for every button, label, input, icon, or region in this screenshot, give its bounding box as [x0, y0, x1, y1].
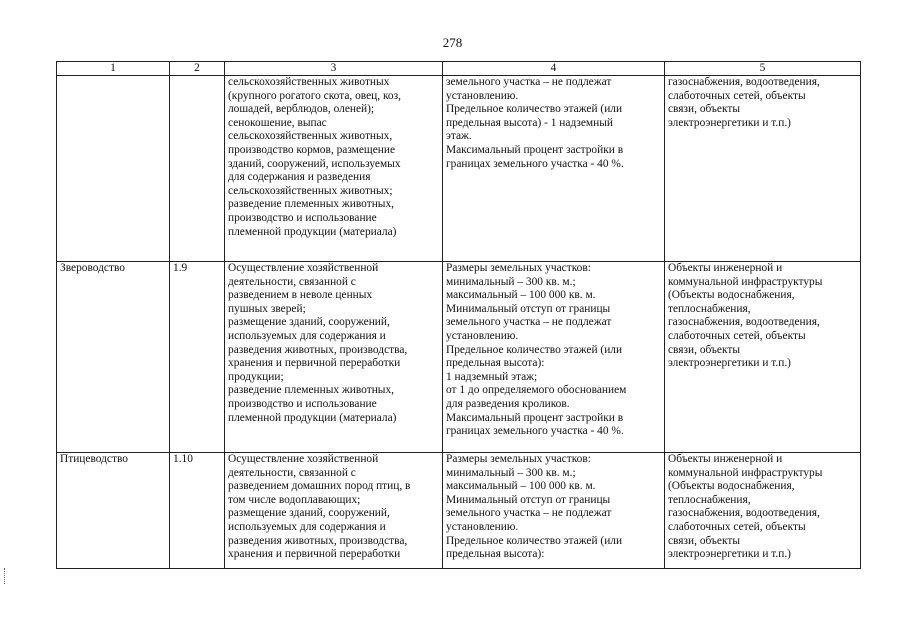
parameters-cell: Размеры земельных участков: минимальный – 300 кв. м.; максимальный – 100 000 кв. м. Минимальный отступ от границы земельного участка – не подлежат установлению. Предельное количество этажей (или предельная высота):: [443, 453, 665, 569]
use-code-cell: 1.10: [170, 453, 225, 569]
use-code-cell: [170, 76, 225, 262]
column-number-row: [57, 62, 861, 76]
column-number-header: 3: [225, 62, 443, 76]
column-number-header: 5: [665, 62, 861, 76]
scan-margin-mark: [4, 568, 7, 584]
parameters-cell: земельного участка – не подлежат установлению. Предельное количество этажей (или предельная высота) - 1 надземный этаж. Максимальный процент застройки в границах земельного участка - 40 %.: [443, 76, 665, 262]
parameters-cell: Размеры земельных участков: минимальный – 300 кв. м.; максимальный – 100 000 кв. м. Минимальный отступ от границы земельного участка – не подлежат установлению. Предельное количество этажей (или предельная высота): 1 надземный этаж; от 1 до определяемого обоснованием для разведения кроликов. Максимальный процент застройки в границах земельного участка - 40 %.: [443, 262, 665, 453]
column-number-header: 2: [170, 62, 225, 76]
use-code-cell: 1.9: [170, 262, 225, 453]
use-name-cell: [57, 76, 170, 262]
restrictions-cell: Объекты инженерной и коммунальной инфраструктуры (Объекты водоснабжения, теплоснабжения, газоснабжения, водоотведения, слаботочных сетей, объекты связи, объекты электроэнергетики и т.п.): [665, 262, 861, 453]
use-description-cell: сельскохозяйственных животных (крупного рогатого скота, овец, коз, лошадей, верблюдов, оленей); сенокошение, выпас сельскохозяйственных животных, производство кормов, размещение зданий, сооружений, используемых для содержания и разведения сельскохозяйственных животных; разведение племенных животных, производство и использование племенной продукции (материала): [225, 76, 443, 262]
column-number-header: 4: [443, 62, 665, 76]
column-number-header: 1: [57, 62, 170, 76]
use-name-cell: Звероводство: [57, 262, 170, 453]
use-name-cell: Птицеводство: [57, 453, 170, 569]
use-description-cell: Осуществление хозяйственной деятельности, связанной с разведением домашних пород птиц, в том числе водоплавающих; размещение зданий, сооружений, используемых для содержания и разведения животных, производства, хранения и первичной переработки: [225, 453, 443, 569]
restrictions-cell: газоснабжения, водоотведения, слаботочных сетей, объекты связи, объекты электроэнергетики и т.п.): [665, 76, 861, 262]
page-number: 278: [442, 35, 463, 50]
table-row-fur-farming: [57, 262, 861, 453]
restrictions-cell: Объекты инженерной и коммунальной инфраструктуры (Объекты водоснабжения, теплоснабжения, газоснабжения, водоотведения, слаботочных сетей, объекты связи, объекты электроэнергетики и т.п.): [665, 453, 861, 569]
table-row-poultry-farming: [57, 453, 861, 569]
table-row-continuation: [57, 76, 861, 262]
land-use-regulations-table: [56, 61, 861, 569]
use-description-cell: Осуществление хозяйственной деятельности, связанной с разведением в неволе ценных пушных зверей; размещение зданий, сооружений, используемых для содержания и разведения животных, производства, хранения и первичной переработки продукции; разведение племенных животных, производство и использование племенной продукции (материала): [225, 262, 443, 453]
